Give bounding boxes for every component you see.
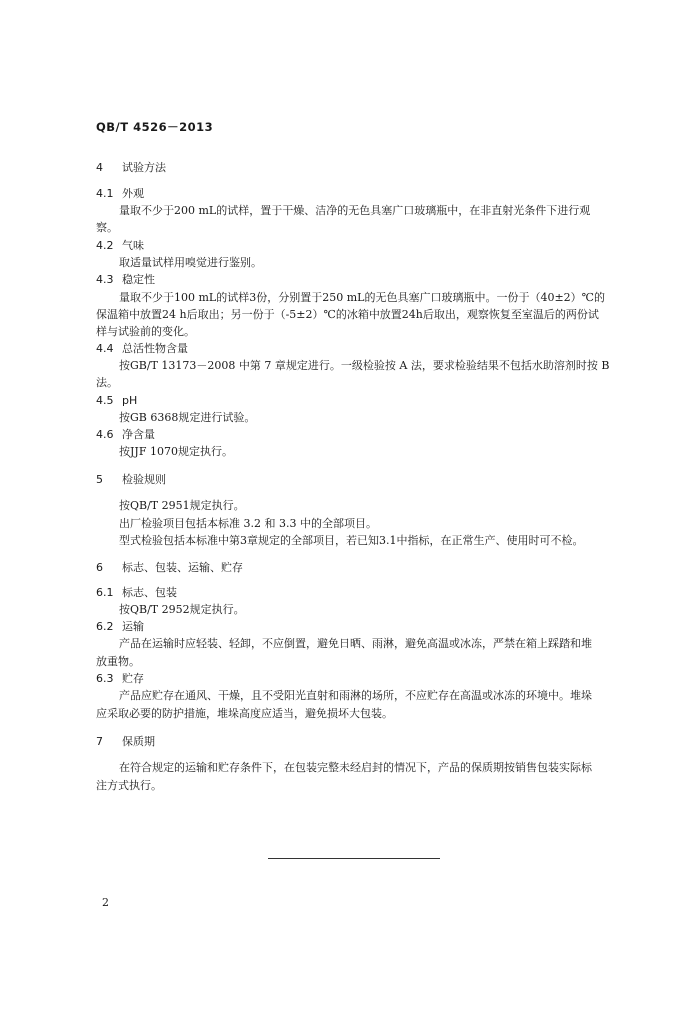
section-5-heading: 5 检验规则 [96, 473, 166, 486]
section-7-heading: 7 保质期 [96, 735, 155, 748]
section-6-1-heading: 6.1 标志、包装 [96, 586, 177, 599]
section-5-line2: 出厂检验项目包括本标准 3.2 和 3.3 中的全部项目。 [119, 517, 377, 530]
section-4-4-body-line2: 法。 [96, 376, 118, 389]
section-7-body-line1: 在符合规定的运输和贮存条件下，在包装完整未经启封的情况下，产品的保质期按销售包装实际标 [119, 761, 592, 774]
section-4-6-body: 按JJF 1070规定执行。 [119, 445, 233, 458]
section-6-2-heading: 6.2 运输 [96, 620, 144, 633]
section-6-3-body-line2: 应采取必要的防护措施，堆垛高度应适当，避免损坏大包装。 [96, 707, 393, 720]
section-4-3-body-line1: 量取不少于100 mL的试样3份，分别置于250 mL的无色具塞广口玻璃瓶中。一份于（40±2）℃的 [119, 291, 605, 304]
section-4-1-body-line2: 察。 [96, 221, 118, 234]
section-4-5-body: 按GB 6368规定进行试验。 [119, 411, 256, 424]
section-5-line3: 型式检验包括本标准中第3章规定的全部项目，若已知3.1中指标，在正常生产、使用时可不检。 [119, 534, 584, 547]
section-6-2-body-line2: 放重物。 [96, 655, 140, 668]
section-4-5-heading: 4.5 pH [96, 394, 138, 407]
section-6-3-body-line1: 产品应贮存在通风、干燥，且不受阳光直射和雨淋的场所，不应贮存在高温或冰冻的环境中。堆垛 [119, 689, 592, 702]
section-4-4-body-line1: 按GB/T 13173－2008 中第 7 章规定进行。一级检验按 A 法，要求检验结果不包括水助溶剂时按 B [119, 359, 610, 372]
standard-number-header: QB/T 4526－2013 [96, 120, 214, 134]
section-4-3-body-line3: 样与试验前的变化。 [96, 325, 195, 338]
section-6-1-body: 按QB/T 2952规定执行。 [119, 603, 245, 616]
section-6-heading: 6 标志、包装、运输、贮存 [96, 561, 243, 574]
section-4-heading: 4 试验方法 [96, 161, 166, 174]
section-4-1-body-line1: 量取不少于200 mL的试样，置于干燥、洁净的无色具塞广口玻璃瓶中，在非直射光条件下进行观 [119, 204, 591, 217]
section-6-2-body-line1: 产品在运输时应轻装、轻卸，不应倒置，避免日晒、雨淋，避免高温或冰冻，严禁在箱上踩踏和堆 [119, 637, 592, 650]
page-number: 2 [102, 896, 109, 909]
section-6-3-heading: 6.3 贮存 [96, 672, 144, 685]
section-4-1-heading: 4.1 外观 [96, 187, 144, 200]
end-divider-line [268, 858, 440, 859]
section-4-6-heading: 4.6 净含量 [96, 428, 155, 441]
section-5-line1: 按QB/T 2951规定执行。 [119, 499, 245, 512]
section-4-3-heading: 4.3 稳定性 [96, 273, 155, 286]
section-4-2-heading: 4.2 气味 [96, 239, 144, 252]
section-7-body-line2: 注方式执行。 [96, 779, 162, 792]
section-4-3-body-line2: 保温箱中放置24 h后取出；另一份于（-5±2）℃的冰箱中放置24h后取出，观察恢复至室温后的两份试 [96, 308, 599, 321]
section-4-2-body: 取适量试样用嗅觉进行鉴别。 [119, 256, 262, 269]
section-4-4-heading: 4.4 总活性物含量 [96, 342, 188, 355]
